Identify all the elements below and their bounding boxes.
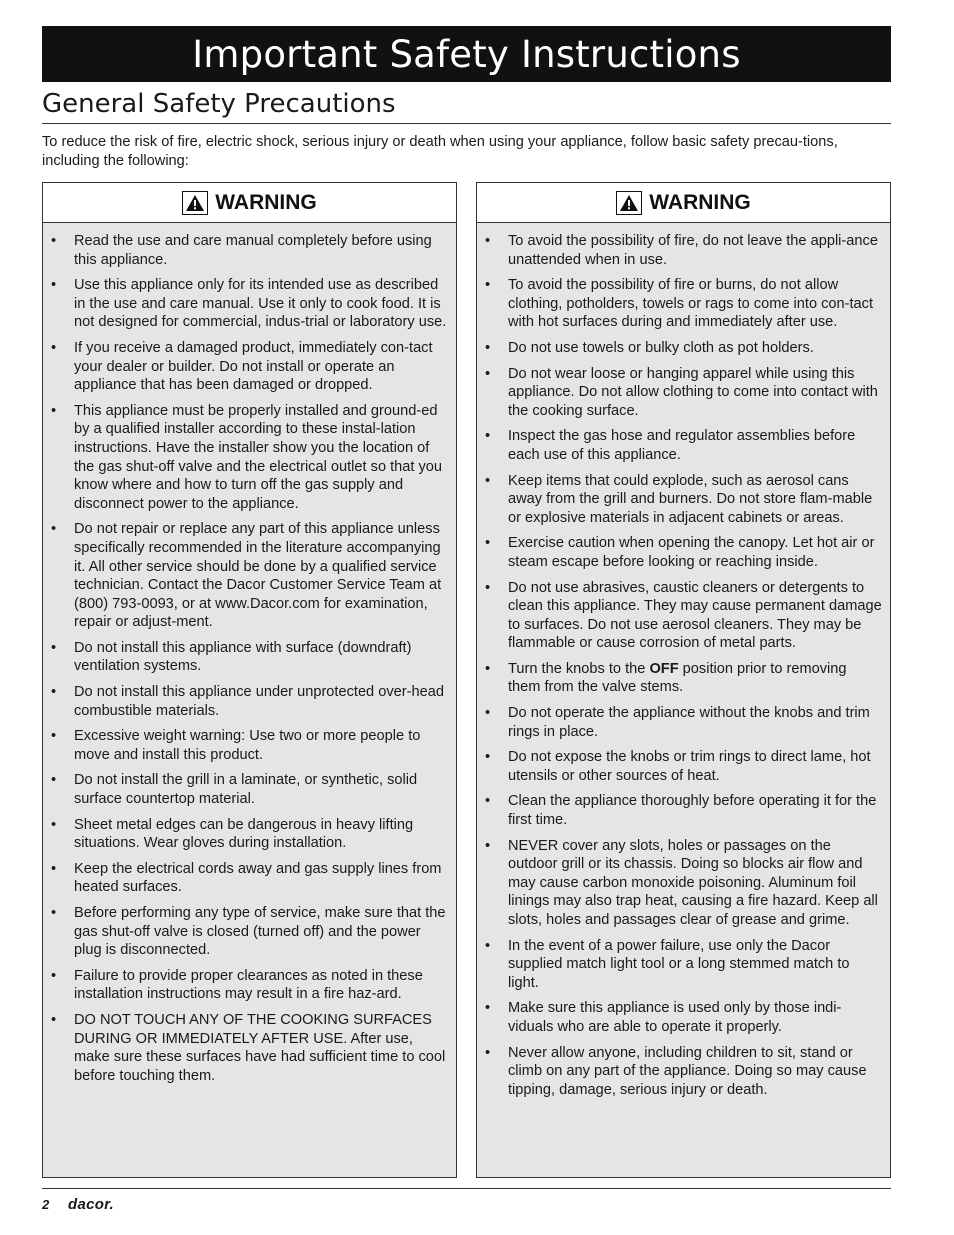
warning-triangle-icon — [182, 191, 208, 215]
warning-header-left — [43, 183, 456, 223]
list-item-text: Do not repair or replace any part of this appliance unless specifically recommended in the literature accompanying it. All other service should be done by a qualified service technician. Contact the Dacor Customer Service Team at (800) 793-0093, or at www.Dacor.com for examination, repair or adjust-ment. — [74, 521, 442, 631]
list-item-text: DO NOT TOUCH ANY OF THE COOKING SURFACES DURING OR IMMEDIATELY AFTER USE. After use, make sure these surfaces have had sufficient time to cool before touching them. — [74, 1011, 446, 1084]
list-item-text: To avoid the possibility of fire or burns, do not allow clothing, potholders, towels or rags to come into con-tact with hot surfaces during and immediately after use. — [508, 277, 874, 331]
warning-box-left — [42, 182, 457, 1178]
list-item-text: Read the use and care manual completely before using this appliance. — [74, 233, 432, 268]
list-item — [485, 660, 882, 697]
bullet: • — [485, 339, 491, 356]
list-item-text: Sheet metal edges can be dangerous in heavy lifting situations. Wear gloves during installation. — [74, 816, 414, 852]
warning-heading: WARNING — [215, 190, 317, 214]
list-item-text: NEVER cover any slots, holes or passages on the outdoor grill or its chassis. Doing so blocks air flow and may cause carbon monoxide poisoning. Aluminum foil linings may also trap heat, causing a fire hazard. Keep all slots, holes and passages clear of grease and grime. — [508, 837, 878, 928]
list-item — [485, 427, 882, 464]
warning-heading: WARNING — [649, 190, 751, 214]
bullet: • — [485, 1044, 491, 1061]
list-item — [51, 639, 448, 676]
list-item — [51, 727, 448, 764]
bullet: • — [51, 728, 57, 745]
list-item-text: Do not use towels or bulky cloth as pot holders. — [508, 339, 814, 356]
bullet: • — [485, 660, 491, 677]
list-item — [485, 339, 882, 358]
list-item-text: This appliance must be properly installed and ground-ed by a qualified installer according to these instal-lation instructions. Have the installer show you the location of the gas shut-off valve and the electrical outlet so that you know where and how to turn off the gas supply and disconnect power to the appliance. — [74, 402, 443, 512]
bullet: • — [485, 233, 491, 249]
list-item — [485, 365, 882, 421]
list-item-text: In the event of a power failure, use only the Dacor supplied match light tool or a long stemmed match to light. — [508, 937, 850, 991]
list-item — [485, 999, 882, 1036]
bullet: • — [51, 684, 57, 701]
list-item — [51, 1011, 448, 1085]
intro-paragraph: To reduce the risk of fire, electric shock, serious injury or death when using your appliance, follow basic safety precau-tions, including the following: — [42, 134, 838, 169]
bullet: • — [485, 793, 491, 810]
bullet: • — [51, 521, 57, 538]
section-title: General Safety Precautions — [42, 86, 891, 124]
list-item-text: Keep the electrical cords away and gas supply lines from heated surfaces. — [74, 860, 442, 896]
bullet: • — [485, 535, 491, 552]
list-item — [485, 276, 882, 332]
list-item — [51, 276, 448, 332]
warning-box-right — [476, 182, 891, 1178]
bullet: • — [485, 749, 491, 766]
list-item-text: Do not install this appliance under unprotected over-head combustible materials. — [74, 684, 444, 719]
bullet: • — [485, 705, 491, 722]
list-item-text: To avoid the possibility of fire, do not leave the appli-ance unattended when in use. — [508, 233, 878, 268]
bullet: • — [51, 339, 57, 356]
list-item-text: Do not install this appliance with surface (downdraft) ventilation systems. — [74, 639, 412, 675]
warning-list-left — [43, 223, 456, 1085]
list-item-text: Do not expose the knobs or trim rings to direct lame, hot utensils or other sources of heat. — [508, 749, 871, 784]
bullet: • — [485, 428, 491, 445]
list-item-text: position prior to removing them from the valve stems. — [508, 660, 847, 696]
list-item-text: Never allow anyone, including children to sit, stand or climb on any part of the appliance. Doing so may cause tipping, damage, serious injury or death. — [508, 1044, 867, 1098]
list-item — [51, 967, 448, 1004]
bullet: • — [51, 905, 57, 921]
bullet: • — [51, 967, 57, 984]
list-item-text: Excessive weight warning: Use two or more people to move and install this product. — [74, 728, 421, 763]
list-item-text: Turn the knobs to the — [508, 660, 650, 677]
list-item-text: Do not install the grill in a laminate, or synthetic, solid surface countertop material. — [74, 772, 418, 808]
warning-list-right — [477, 223, 890, 1099]
list-item — [51, 232, 448, 269]
list-item-text: Make sure this appliance is used only by those indi-viduals who are able to operate it properly. — [508, 1000, 842, 1035]
bullet: • — [51, 639, 57, 656]
list-item-text: Do not wear loose or hanging apparel while using this appliance. Do not allow clothing to come into contact with the cooking surface. — [508, 365, 878, 419]
bullet: • — [51, 816, 57, 833]
list-item-emphasis: OFF — [649, 660, 679, 677]
list-item-text: Before performing any type of service, make sure that the gas shut-off valve is closed (turned off) and the power plug is disconnected. — [74, 905, 446, 959]
bullet: • — [51, 1011, 57, 1028]
bullet: • — [485, 937, 491, 954]
list-item-text: Exercise caution when opening the canopy. Let hot air or steam escape before looking or reaching inside. — [508, 535, 875, 570]
bullet: • — [485, 579, 491, 596]
list-item-text: Do not operate the appliance without the knobs and trim rings in place. — [508, 705, 870, 740]
bullet: • — [51, 277, 57, 294]
list-item-text: Failure to provide proper clearances as noted in these installation instructions may result in a fire haz-ard. — [74, 967, 423, 1003]
bullet: • — [51, 402, 57, 419]
list-item — [51, 816, 448, 853]
list-item — [51, 402, 448, 514]
list-item — [51, 520, 448, 632]
bullet: • — [485, 837, 491, 854]
list-item — [485, 937, 882, 993]
list-item — [51, 904, 448, 960]
warning-header-right — [477, 183, 890, 223]
list-item-text: Keep items that could explode, such as aerosol cans away from the grill and burners. Do not store flam-mable or explosive materials in adjacent cabinets or areas. — [508, 472, 873, 526]
list-item — [485, 472, 882, 528]
bullet: • — [485, 277, 491, 294]
list-item-text: Inspect the gas hose and regulator assemblies before each use of this appliance. — [508, 428, 856, 463]
list-item — [485, 1044, 882, 1100]
list-item — [485, 579, 882, 653]
list-item — [51, 339, 448, 395]
list-item-text: Do not use abrasives, caustic cleaners or detergents to clean this appliance. They may cause permanent damage to surfaces. Do not use aerosol cleaners. They may be flammable or cause corrosion of metal parts. — [508, 579, 882, 652]
list-item-text: Use this appliance only for its intended use as described in the use and care manual. Use it only to cook food. It is not designed for commercial, indus-trial or laboratory use. — [74, 277, 447, 331]
list-item — [485, 534, 882, 571]
page-banner-title: Important Safety Instructions — [42, 26, 891, 82]
bullet: • — [485, 1000, 491, 1017]
list-item — [51, 771, 448, 808]
footer-divider — [42, 1188, 891, 1189]
list-item — [485, 232, 882, 269]
list-item — [485, 748, 882, 785]
dacor-logo: dacor. — [68, 1196, 114, 1213]
list-item-text: Clean the appliance thoroughly before operating it for the first time. — [508, 793, 877, 829]
list-item — [485, 792, 882, 829]
list-item — [485, 704, 882, 741]
bullet: • — [51, 233, 57, 249]
page-number: 2 — [42, 1197, 50, 1212]
bullet: • — [51, 860, 57, 877]
warning-triangle-icon — [616, 191, 642, 215]
list-item-text: If you receive a damaged product, immediately con-tact your dealer or builder. Do not install or operate an appliance that has been damaged or dropped. — [74, 339, 433, 394]
list-item — [51, 860, 448, 897]
bullet: • — [485, 365, 491, 382]
bullet: • — [485, 472, 491, 489]
list-item — [485, 837, 882, 930]
list-item — [51, 683, 448, 720]
bullet: • — [51, 772, 57, 789]
